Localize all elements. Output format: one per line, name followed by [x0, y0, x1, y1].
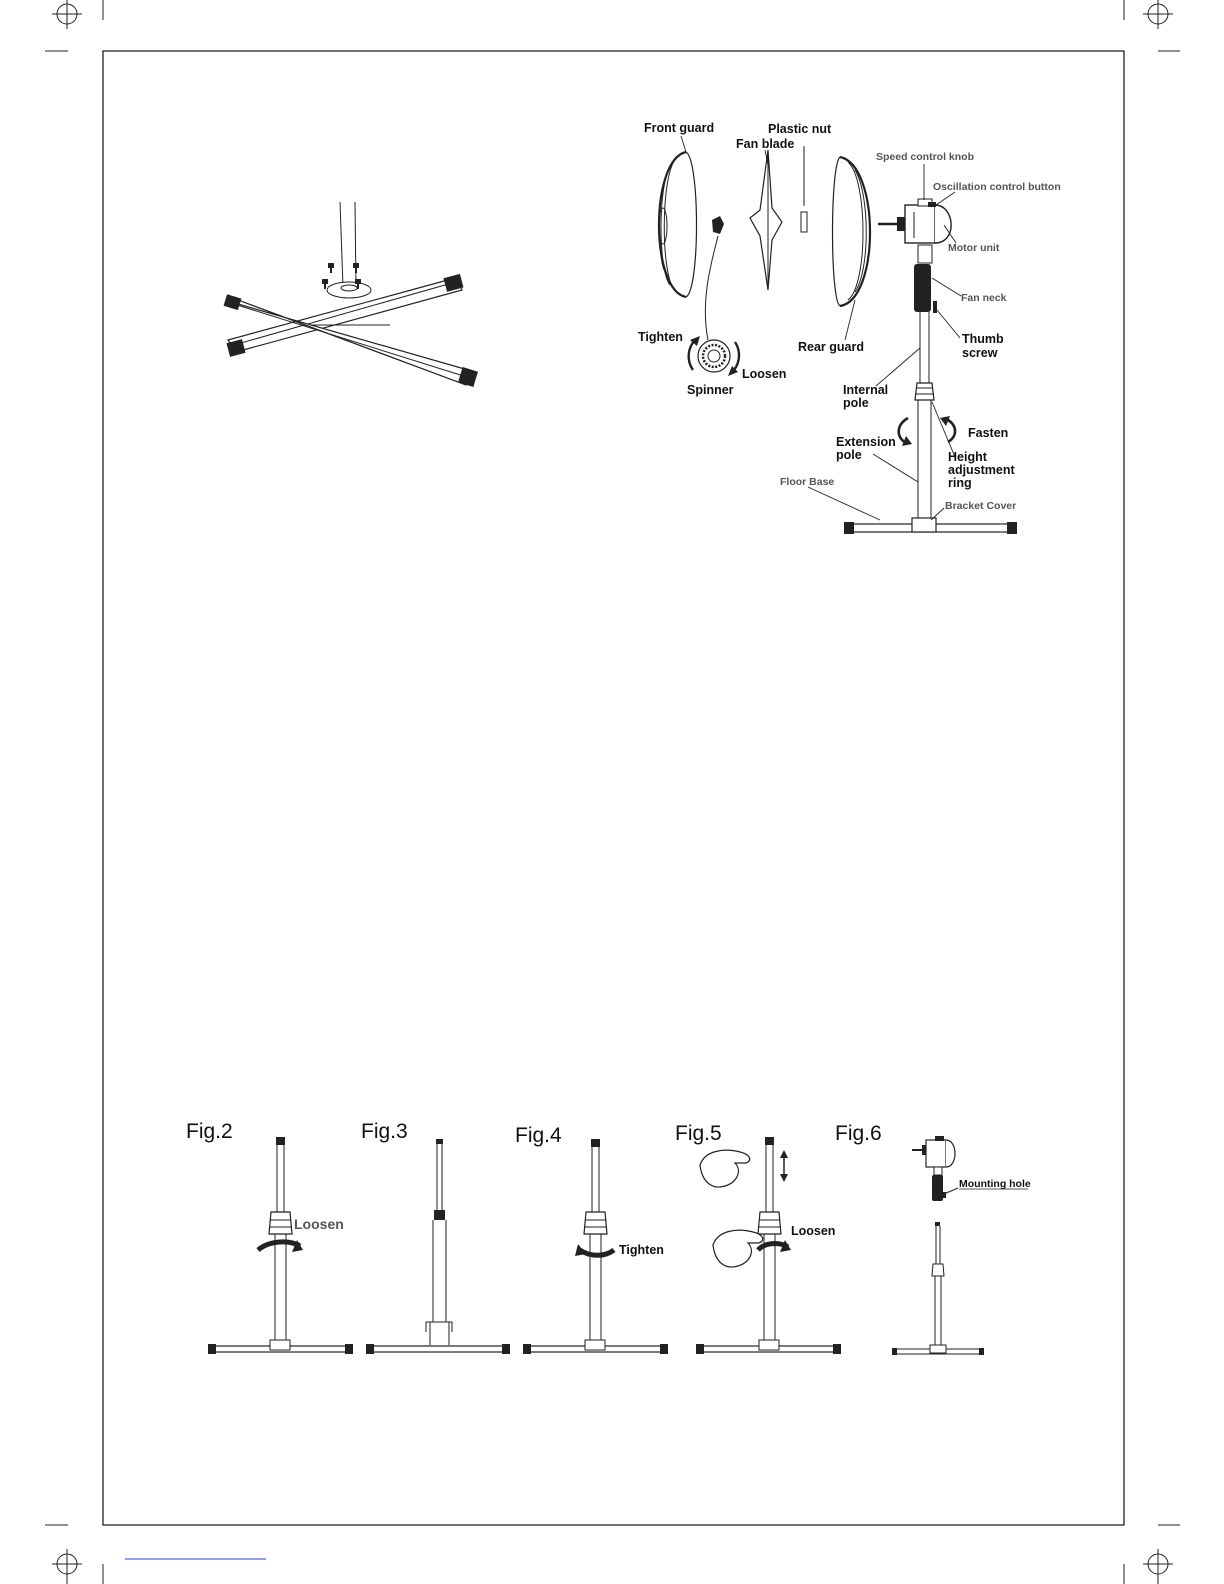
label-internal-pole-line2: pole — [843, 396, 869, 410]
label-height-ring-line1: Height — [948, 450, 987, 464]
label-thumb-screw-line1: Thumb — [962, 332, 1004, 346]
registration-mark-bottom-right — [1143, 1549, 1173, 1584]
label-fan-neck: Fan neck — [961, 292, 1007, 304]
label-fan-blade: Fan blade — [736, 137, 795, 151]
hand-icon — [700, 1150, 763, 1267]
motor-unit — [878, 199, 951, 243]
fig6-mounting-hole-label: Mounting hole — [959, 1178, 1031, 1190]
front-guard — [659, 152, 697, 297]
figure-2 — [186, 1120, 353, 1354]
fig5-title: Fig.5 — [675, 1122, 722, 1145]
figure-4 — [515, 1124, 668, 1354]
up-down-arrow-icon — [780, 1150, 788, 1182]
fig5-loosen-label: Loosen — [791, 1224, 836, 1238]
label-height-ring-line3: ring — [948, 476, 972, 490]
plastic-nut — [801, 212, 807, 232]
label-floor-base: Floor Base — [780, 476, 835, 488]
label-internal-pole-line1: Internal — [843, 383, 889, 397]
fig4-title: Fig.4 — [515, 1124, 562, 1147]
registration-mark-bottom-left — [52, 1549, 82, 1584]
label-height-ring-line2: adjustment — [948, 463, 1015, 477]
cross-base-illustration — [224, 202, 478, 387]
label-extension-pole-line2: pole — [836, 448, 862, 462]
label-front-guard: Front guard — [644, 121, 715, 135]
label-rear-guard: Rear guard — [798, 340, 864, 354]
label-extension-pole-line1: Extension — [836, 435, 896, 449]
figure-6 — [835, 1122, 1031, 1355]
registration-mark-top-left — [52, 0, 82, 29]
figure-5 — [675, 1122, 841, 1354]
label-speed-control-knob: Speed control knob — [876, 151, 975, 163]
label-spinner: Spinner — [687, 383, 734, 397]
label-oscillation-control-button: Oscillation control button — [933, 181, 1061, 193]
label-thumb-screw-line2: screw — [962, 346, 998, 360]
figure-3 — [361, 1120, 510, 1354]
fan-blade — [750, 150, 782, 290]
page-frame — [103, 51, 1124, 1525]
label-plastic-nut: Plastic nut — [768, 122, 832, 136]
label-loosen: Loosen — [742, 367, 787, 381]
fig2-title: Fig.2 — [186, 1120, 233, 1143]
exploded-fan-diagram — [638, 121, 1061, 534]
leader-lines — [681, 136, 961, 520]
fig3-title: Fig.3 — [361, 1120, 408, 1143]
stand-pole — [915, 312, 934, 522]
label-tighten: Tighten — [638, 330, 683, 344]
fig6-title: Fig.6 — [835, 1122, 882, 1145]
label-bracket-cover: Bracket Cover — [945, 500, 1017, 512]
registration-mark-top-right — [1143, 0, 1173, 29]
rear-guard — [833, 157, 871, 306]
fig4-tighten-label: Tighten — [619, 1243, 664, 1257]
fig2-loosen-label: Loosen — [294, 1216, 344, 1232]
floor-base — [844, 518, 1017, 534]
label-motor-unit: Motor unit — [948, 242, 1000, 254]
label-fasten: Fasten — [968, 426, 1009, 440]
spinner — [689, 236, 739, 376]
